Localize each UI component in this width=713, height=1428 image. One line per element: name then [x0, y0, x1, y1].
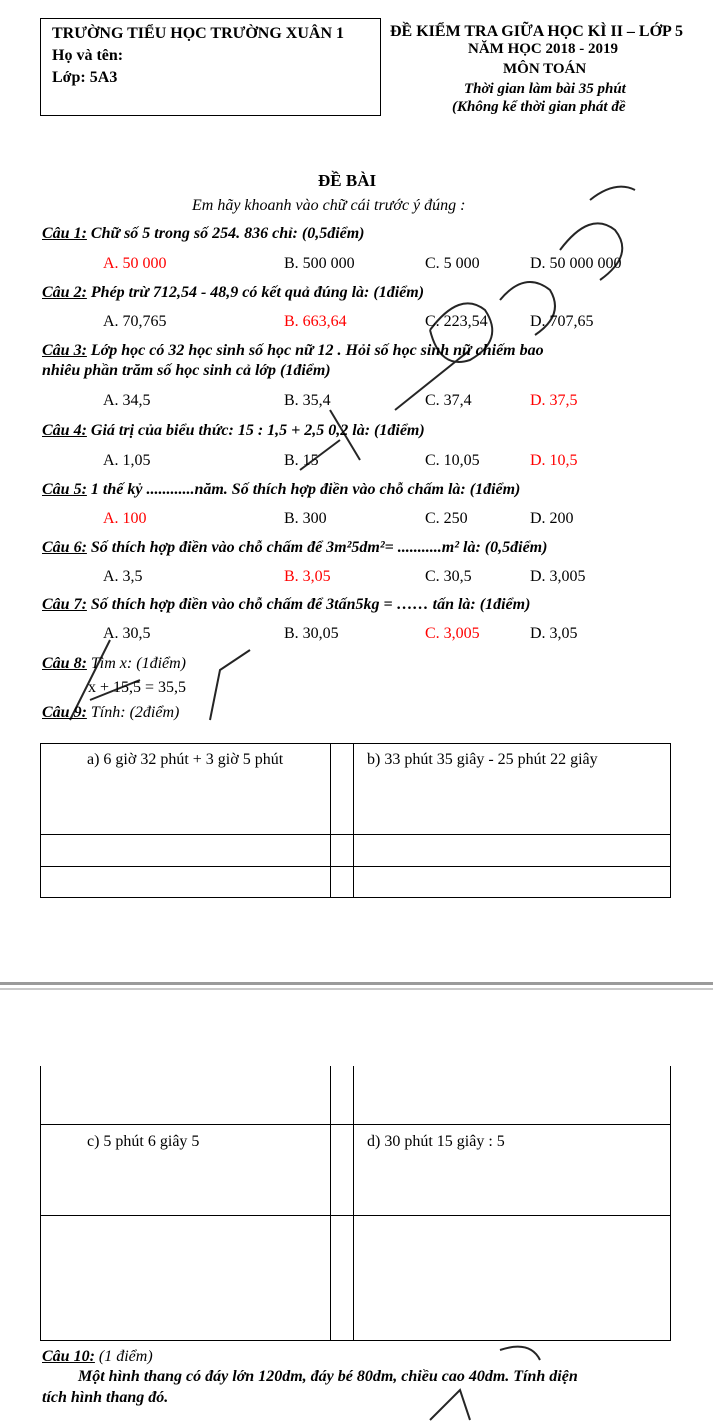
q4-option-a[interactable]: A. 1,05: [103, 452, 151, 469]
question-1: Câu 1: Chữ số 5 trong số 254. 836 chỉ: (0,5điểm): [42, 225, 365, 242]
section-title: ĐỀ BÀI: [318, 171, 377, 190]
q5-option-c[interactable]: C. 250: [425, 510, 468, 527]
q9-part-d: d) 30 phút 15 giây : 5: [367, 1133, 505, 1150]
q2-option-c[interactable]: C. 223,54: [425, 313, 488, 330]
q1-option-a[interactable]: A. 50 000: [103, 255, 167, 272]
question-6: Câu 6: Số thích hợp điền vào chỗ chấm để 3m²5dm²= ...........m² là: (0,5điểm): [42, 539, 548, 556]
q2-option-b[interactable]: B. 663,64: [284, 313, 347, 330]
question-3-cont: nhiêu phần trăm số học sinh cả lớp (1điểm): [42, 362, 331, 379]
q6-option-d[interactable]: D. 3,005: [530, 568, 586, 585]
q2-option-d[interactable]: D. 707,65: [530, 313, 594, 330]
q6-option-b[interactable]: B. 3,05: [284, 568, 331, 585]
duration-note: (Không kể thời gian phát đề: [452, 99, 626, 115]
question-10: Câu 10: (1 điểm): [42, 1348, 153, 1365]
q3-option-c[interactable]: C. 37,4: [425, 392, 472, 409]
school-year: NĂM HỌC 2018 - 2019: [468, 41, 618, 57]
q7-option-c[interactable]: C. 3,005: [425, 625, 480, 642]
question-7: Câu 7: Số thích hợp điền vào chỗ chấm để 3tấn5kg = …… tấn là: (1điểm): [42, 596, 531, 613]
q1-option-c[interactable]: C. 5 000: [425, 255, 480, 272]
question-3: Câu 3: Lớp học có 32 học sinh số học nữ 12 . Hỏi số học sinh nữ chiếm bao: [42, 342, 544, 359]
q7-option-d[interactable]: D. 3,05: [530, 625, 578, 642]
q4-option-b[interactable]: B. 15: [284, 452, 319, 469]
name-label: Họ và tên:: [52, 47, 124, 64]
subject: MÔN TOÁN: [503, 61, 587, 77]
q6-option-a[interactable]: A. 3,5: [103, 568, 143, 585]
q6-option-c[interactable]: C. 30,5: [425, 568, 472, 585]
question-8: Câu 8: Tìm x: (1điểm): [42, 655, 186, 672]
question-9: Câu 9: Tính: (2điểm): [42, 704, 180, 721]
q4-option-c[interactable]: C. 10,05: [425, 452, 480, 469]
q5-option-d[interactable]: D. 200: [530, 510, 574, 527]
q7-option-a[interactable]: A. 30,5: [103, 625, 151, 642]
q10-body-line-2: tích hình thang đó.: [42, 1389, 169, 1406]
q9-part-b: b) 33 phút 35 giây - 25 phút 22 giây: [367, 751, 598, 768]
q9-part-c: c) 5 phút 6 giây 5: [87, 1133, 200, 1150]
q5-option-b[interactable]: B. 300: [284, 510, 327, 527]
q4-option-d[interactable]: D. 10,5: [530, 452, 578, 469]
q3-option-a[interactable]: A. 34,5: [103, 392, 151, 409]
school-name: TRƯỜNG TIỂU HỌC TRƯỜNG XUÂN 1: [52, 25, 345, 42]
q3-option-b[interactable]: B. 35,4: [284, 392, 331, 409]
q2-option-a[interactable]: A. 70,765: [103, 313, 167, 330]
class-label: Lớp: 5A3: [52, 69, 118, 86]
q9-part-a: a) 6 giờ 32 phút + 3 giờ 5 phút: [87, 751, 284, 768]
q8-equation: x + 15,5 = 35,5: [88, 679, 187, 696]
q5-option-a[interactable]: A. 100: [103, 510, 147, 527]
exam-title: ĐỀ KIỂM TRA GIỮA HỌC KÌ II – LỚP 5: [390, 23, 683, 40]
duration: Thời gian làm bài 35 phút: [464, 81, 626, 97]
q10-body-line-1: Một hình thang có đáy lớn 120dm, đáy bé 80dm, chiều cao 40dm. Tính diện: [78, 1368, 578, 1385]
q3-option-d[interactable]: D. 37,5: [530, 392, 578, 409]
q1-option-b[interactable]: B. 500 000: [284, 255, 355, 272]
question-4: Câu 4: Giá trị của biểu thức: 15 : 1,5 + 2,5 0,2 là: (1điểm): [42, 422, 425, 439]
question-5: Câu 5: 1 thế kỷ ............năm. Số thích hợp điền vào chỗ chấm là: (1điểm): [42, 481, 521, 498]
q7-option-b[interactable]: B. 30,05: [284, 625, 339, 642]
instruction: Em hãy khoanh vào chữ cái trước ý đúng :: [192, 197, 466, 214]
question-2: Câu 2: Phép trừ 712,54 - 48,9 có kết quả đúng là: (1điểm): [42, 284, 425, 301]
q1-option-d[interactable]: D. 50 000 000: [530, 255, 622, 272]
